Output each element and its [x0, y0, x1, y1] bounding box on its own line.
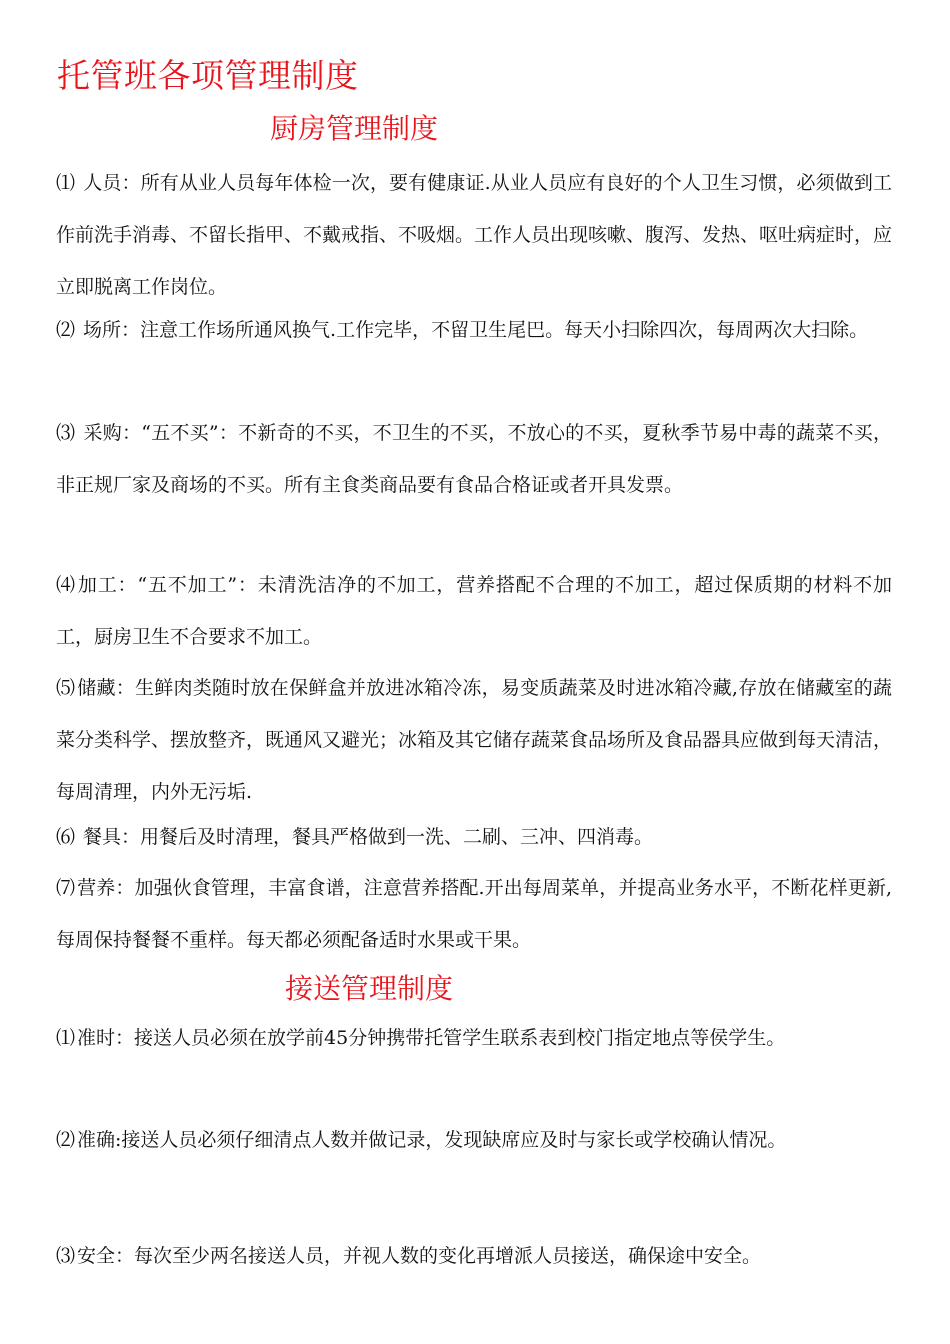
item-text: 安全：每次至少两名接送人员，并视人数的变化再增派人员接送，确保途中安全。 [77, 1245, 762, 1267]
kitchen-item-nutrition [56, 862, 892, 966]
section-title-pickup: 接送管理制度 [285, 972, 454, 1005]
item-number: ⑵ [56, 1129, 76, 1151]
item-number: ⑶ [56, 422, 76, 444]
item-text: 准确:接送人员必须仔细清点人数并做记录，发现缺席应及时与家长或学校确认情况。 [77, 1129, 787, 1151]
item-number: ⑷ [56, 574, 76, 596]
pickup-item-accurate [56, 1114, 892, 1166]
section-title-kitchen: 厨房管理制度 [270, 112, 439, 145]
item-text: 储藏：生鲜肉类随时放在保鲜盒并放进冰箱冷冻，易变质蔬菜及时进冰箱冷藏,存放在储藏室的蔬菜分类科学、摆放整齐，既通风又避光；冰箱及其它储存蔬菜食品场所及食品器具应做到每天清洁，每周清理，内外无污垢. [56, 677, 893, 803]
item-number: ⑶ [56, 1245, 76, 1267]
item-number: ⑴ [56, 1027, 76, 1049]
kitchen-item-purchasing [56, 407, 892, 511]
kitchen-item-tableware [56, 811, 892, 863]
item-text: 人员：所有从业人员每年体检一次，要有健康证.从业人员应有良好的个人卫生习惯，必须做到工作前洗手消毒、不留长指甲、不戴戒指、不吸烟。工作人员出现咳嗽、腹泻、发热、呕吐病症时，应立即脱离工作岗位。 [56, 172, 893, 298]
kitchen-item-storage [56, 662, 892, 818]
item-text: 场所：注意工作场所通风换气.工作完毕，不留卫生尾巴。每天小扫除四次，每周两次大扫除。 [77, 319, 869, 341]
item-text: 营养：加强伙食管理，丰富食谱，注意营养搭配.开出每周菜单，并提高业务水平，不断花样更新,每周保持餐餐不重样。每天都必须配备适时水果或干果。 [56, 877, 892, 951]
item-number: ⑹ [56, 826, 76, 848]
kitchen-item-personnel [56, 157, 892, 313]
item-number: ⑴ [56, 172, 76, 194]
pickup-item-safety [56, 1230, 892, 1282]
item-text: 餐具：用餐后及时清理，餐具严格做到一洗、二刷、三冲、四消毒。 [77, 826, 654, 848]
pickup-item-punctual [56, 1012, 892, 1064]
item-number: ⑸ [56, 677, 76, 699]
item-number: ⑵ [56, 319, 76, 341]
item-text: 加工：“五不加工”：未清洗洁净的不加工，营养搭配不合理的不加工，超过保质期的材料不加工，厨房卫生不合要求不加工。 [56, 574, 892, 648]
document-title: 托管班各项管理制度 [57, 56, 359, 95]
kitchen-item-venue [56, 304, 892, 356]
item-text: 采购：“五不买”：不新奇的不买，不卫生的不买，不放心的不买，夏秋季节易中毒的蔬菜不买，非正规厂家及商场的不买。所有主食类商品要有食品合格证或者开具发票。 [56, 422, 892, 496]
item-number: ⑺ [56, 877, 76, 899]
item-text: 准时：接送人员必须在放学前45分钟携带托管学生联系表到校门指定地点等侯学生。 [77, 1027, 786, 1049]
kitchen-item-processing [56, 559, 892, 663]
